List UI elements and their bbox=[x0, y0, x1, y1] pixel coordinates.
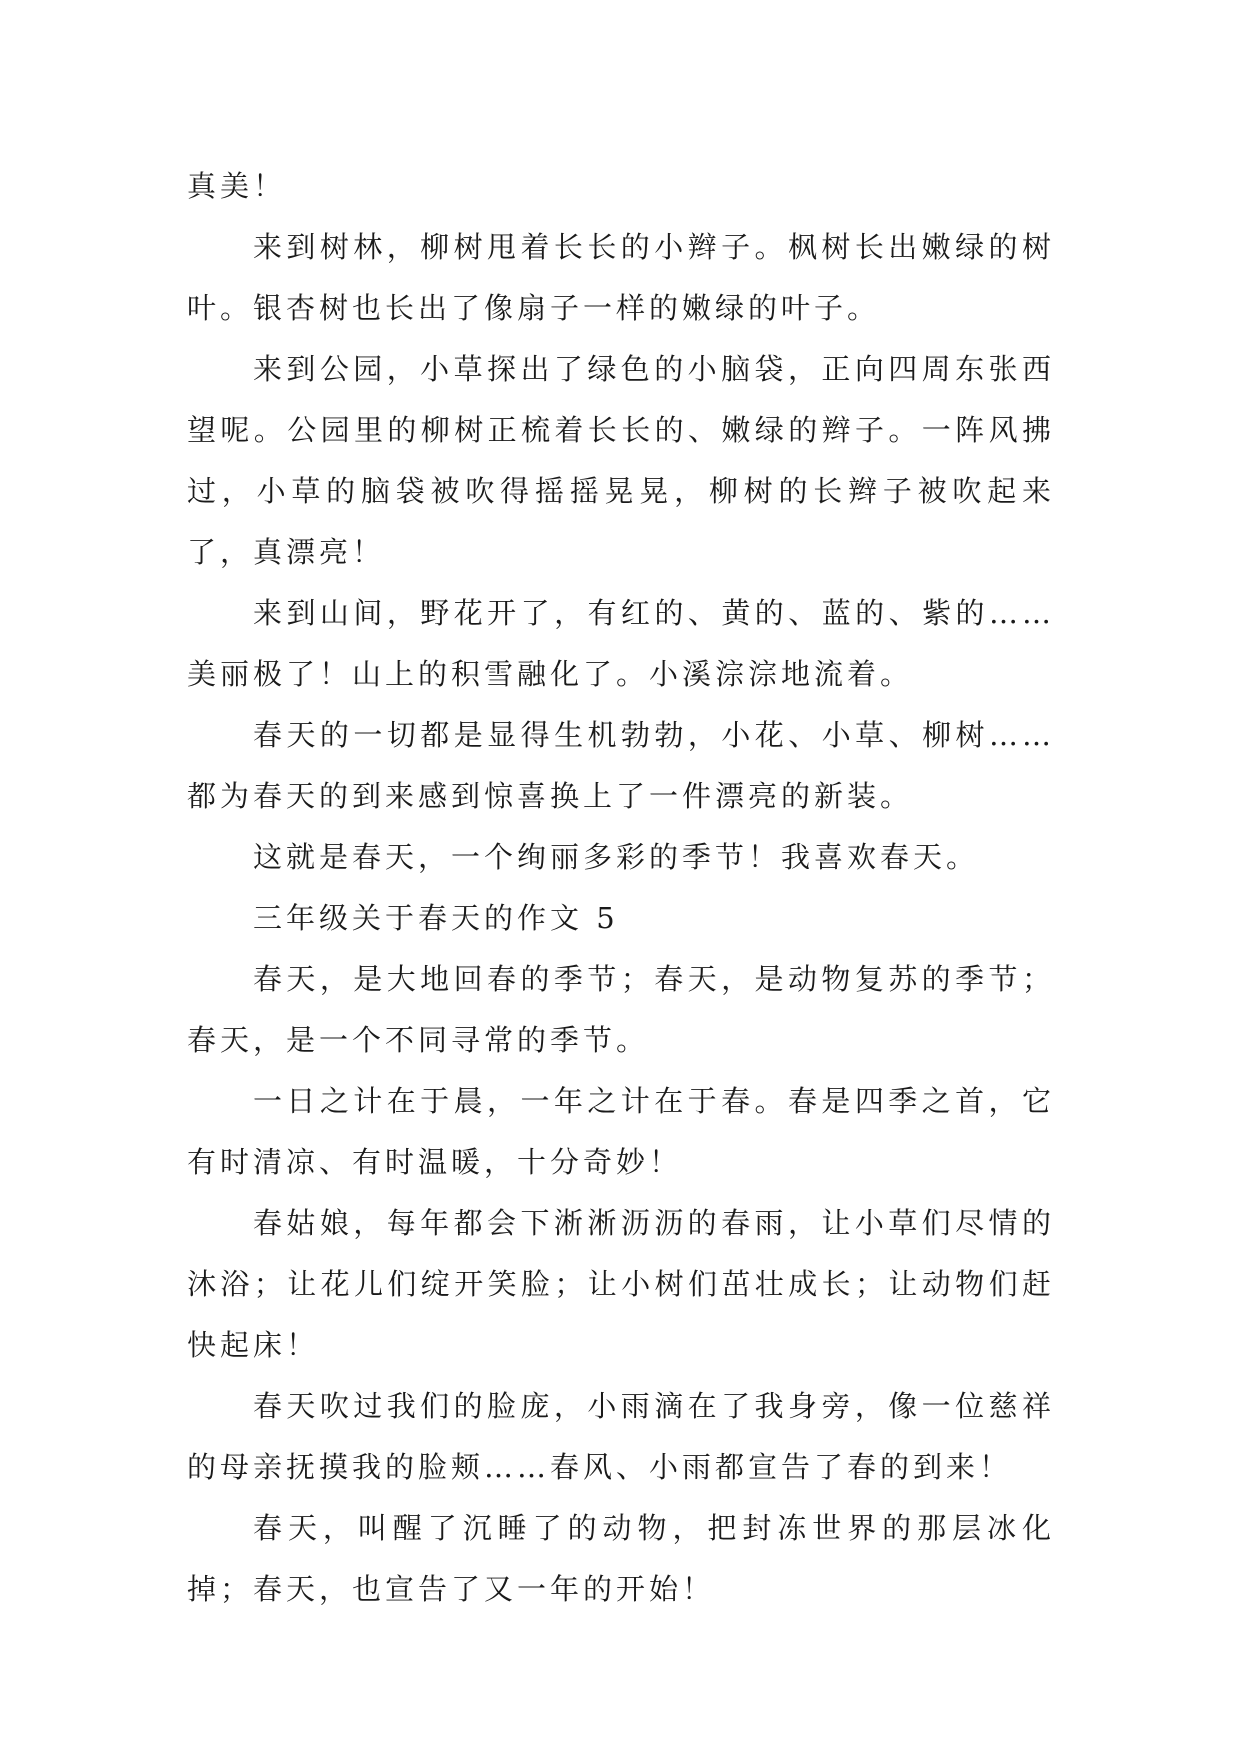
paragraph-2: 来到树林，柳树甩着长长的小辫子。枫树长出嫩绿的树叶。银杏树也长出了像扇子一样的嫩绿的叶子。 bbox=[187, 230, 1055, 325]
paragraph-8: 春天，是大地回春的季节；春天，是动物复苏的季节；春天，是一个不同寻常的季节。 bbox=[187, 962, 1055, 1057]
article-body bbox=[187, 156, 1055, 1620]
paragraph-11: 春天吹过我们的脸庞，小雨滴在了我身旁，像一位慈祥的母亲抚摸我的脸颊……春风、小雨都宣告了春的到来！ bbox=[187, 1389, 1055, 1484]
section-heading: 三年级关于春天的作文 5 bbox=[253, 901, 619, 935]
paragraph-1: 真美！ bbox=[187, 169, 287, 203]
paragraph-5: 春天的一切都是显得生机勃勃，小花、小草、柳树……都为春天的到来感到惊喜换上了一件漂亮的新装。 bbox=[187, 718, 1055, 813]
paragraph-3: 来到公园，小草探出了绿色的小脑袋，正向四周东张西望呢。公园里的柳树正梳着长长的、嫩绿的辫子。一阵风拂过，小草的脑袋被吹得摇摇晃晃，柳树的长辫子被吹起来了，真漂亮！ bbox=[187, 352, 1055, 569]
paragraph-10: 春姑娘，每年都会下淅淅沥沥的春雨，让小草们尽情的沐浴；让花儿们绽开笑脸；让小树们茁壮成长；让动物们赶快起床！ bbox=[187, 1206, 1055, 1362]
paragraph-4: 来到山间，野花开了，有红的、黄的、蓝的、紫的……美丽极了！山上的积雪融化了。小溪淙淙地流着。 bbox=[187, 596, 1055, 691]
paragraph-12: 春天，叫醒了沉睡了的动物，把封冻世界的那层冰化掉；春天，也宣告了又一年的开始！ bbox=[187, 1511, 1055, 1606]
paragraph-9: 一日之计在于晨，一年之计在于春。春是四季之首，它有时清凉、有时温暖，十分奇妙！ bbox=[187, 1084, 1055, 1179]
paragraph-6: 这就是春天，一个绚丽多彩的季节！我喜欢春天。 bbox=[253, 840, 980, 874]
